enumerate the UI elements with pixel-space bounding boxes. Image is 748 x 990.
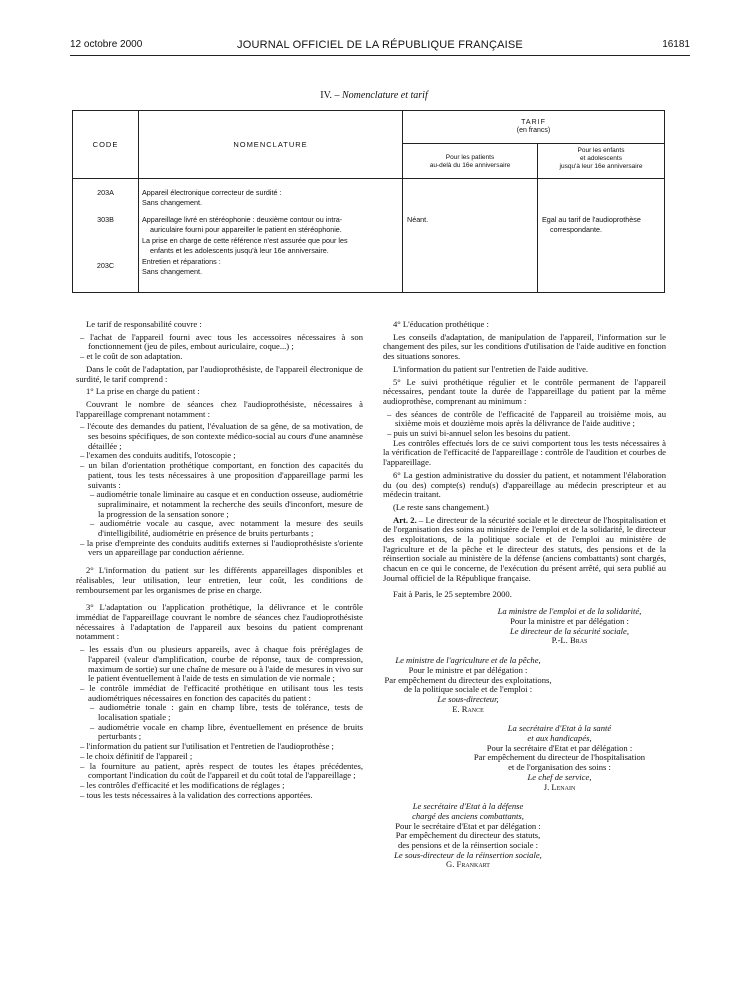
paragraph: 6° La gestion administrative du dossier du patient, et notamment l'élaboration du (ou des) compte(s) rendu(s) d'appareillage au médecin prescripteur et au médecin traitant. bbox=[383, 469, 666, 500]
article-2-label: Art. 2. bbox=[393, 514, 417, 525]
child-tarif-value bbox=[542, 215, 641, 234]
nom-block bbox=[142, 188, 399, 276]
tarif-unit: (en francs) bbox=[516, 127, 551, 134]
section-number: IV. – bbox=[320, 90, 340, 101]
sig-line: La secrétaire d'Etat à la santé bbox=[507, 723, 612, 734]
signatory-name: J. Lenain bbox=[543, 781, 576, 792]
sub-list-item: – audiométrie vocale au casque, avec notamment la mesure des seuils d'intelligibilité, audiométrie en présence de bruits perturbants ; bbox=[90, 518, 363, 539]
paragraph: 1° La prise en charge du patient : bbox=[86, 386, 200, 397]
adult-header-l1: Pour les patients bbox=[445, 154, 495, 161]
paragraph: Le tarif de responsabilité couvre : bbox=[86, 319, 202, 329]
sig-line: des pensions et de la réinsertion sociale : bbox=[397, 840, 539, 851]
list-item: – la fourniture au patient, après respect de toutes les étapes précédentes, comportant l'indication du coût de l'appareil et du coût total de l'appareillage ; bbox=[80, 760, 363, 781]
list-item: – les contrôles d'efficacité et les modifications de réglages ; bbox=[80, 779, 285, 790]
list-item: – un bilan d'orientation prothétique comportant, en fonction des capacités du patient, tous les tests nécessaires à une proposition d'appareillage parmi les suivants : bbox=[80, 460, 363, 490]
section-heading bbox=[0, 90, 748, 101]
sub-list-item: – audiométrie vocale en champ libre, éventuellement en présence de bruits perturbants ; bbox=[90, 721, 363, 742]
list-item: – puis un suivi bi-annuel selon les besoins du patient. bbox=[387, 428, 571, 439]
sig-line: de la politique sociale et de l'emploi : bbox=[403, 684, 533, 695]
sig-line: Le sous-directeur de la réinsertion sociale, bbox=[394, 849, 542, 860]
paragraph: 3° L'adaptation ou l'application prothétique, la délivrance et le contrôle immédiat de l'appareillage couvrant le nombre de séances chez l'audioprothésiste nécessaires à l'adaptation de l'appareil aux besoins du patient comprenant notamment : bbox=[76, 602, 363, 642]
code-header: CODE bbox=[73, 111, 139, 179]
signature-block-emploi bbox=[383, 607, 666, 646]
child-header-l3: jusqu'à leur 16e anniversaire bbox=[559, 163, 643, 170]
list-item: – les essais d'un ou plusieurs appareils, avec à chaque fois préréglages de l'appareil (valeur d'amplification, courbe de réponse, taux de compression, maximum de sortie) sur une chaîne de mesure ou à l'aide de mesures in vivo sur le patient éventuellement à l'aide de tests en simulation de vie normale ; bbox=[80, 644, 363, 684]
list-item: – l'examen des conduits auditifs, l'otoscopie ; bbox=[80, 450, 236, 461]
list-item: – et le coût de son adaptation. bbox=[80, 351, 183, 362]
sig-line: Le secrétaire d'Etat à la défense bbox=[412, 801, 524, 812]
list-item: – tous les tests nécessaires à la validation des corrections apportées. bbox=[80, 789, 313, 800]
paragraph: 4° L'éducation prothétique : bbox=[393, 319, 489, 329]
tariff-table bbox=[72, 110, 665, 293]
sig-line: Par empêchement du directeur des exploitations, bbox=[384, 674, 552, 685]
signatory-name: P.-L. Bras bbox=[551, 635, 588, 646]
sig-line: Le ministre de l'agriculture et de la pêche, bbox=[395, 655, 541, 666]
paragraph: 2° L'information du patient sur les différents appareillages disponibles et réalisables, leur utilisation, leur entretien, leur coût, les conditions de remboursement par les organismes de prise en charge. bbox=[76, 565, 363, 595]
paragraph: Les conseils d'adaptation, de manipulation de l'appareil, l'information sur le changement des piles, sur les conditions d'utilisation de l'aide auditive en fonction des situations sonores. bbox=[383, 331, 666, 362]
paragraph: Couvrant le nombre de séances chez l'audioprothésiste, nécessaires à l'appareillage comprenant notamment : bbox=[76, 398, 363, 419]
signature-block-sante bbox=[383, 724, 666, 792]
sig-line: Le directeur de la sécurité sociale, bbox=[509, 625, 629, 636]
nomenclature-header: NOMENCLATURE bbox=[139, 111, 403, 179]
nom-line: Sans changement. bbox=[142, 266, 202, 276]
adult-tarif-cell bbox=[403, 179, 538, 293]
page-header bbox=[70, 39, 690, 53]
code-203a: 203A bbox=[97, 188, 114, 197]
paragraph: (Le reste sans changement.) bbox=[393, 501, 489, 512]
sig-line: Par empêchement du directeur des statuts, bbox=[395, 830, 541, 841]
nom-line: Appareillage livré en stéréophonie : deuxième contour ou intra- bbox=[142, 215, 343, 224]
nom-line: enfants et les adolescents jusqu'à leur 16e anniversaire. bbox=[150, 245, 329, 255]
page-number: 16181 bbox=[662, 39, 690, 50]
list-item: – l'écoute des demandes du patient, l'évaluation de sa gêne, de sa motivation, de ses besoins spécifiques, de son contexte médico-social au cours d'une anamnèse détaillée ; bbox=[80, 421, 363, 451]
tarif-label: TARIF bbox=[521, 119, 546, 126]
code-203c: 203C bbox=[96, 261, 115, 270]
signature-block-defense bbox=[353, 802, 583, 870]
paragraph: L'information du patient sur l'entretien de l'aide auditive. bbox=[393, 363, 589, 374]
nom-line: Appareil électronique correcteur de surdité : bbox=[142, 188, 282, 197]
nomenclature-cell bbox=[139, 179, 403, 293]
paragraph: Dans le coût de l'adaptation, par l'audioprothésiste, de l'appareil électronique de surdité, le tarif comprend : bbox=[76, 363, 363, 384]
signature-date: Fait à Paris, le 25 septembre 2000. bbox=[393, 588, 512, 599]
adult-tarif-value: Néant. bbox=[407, 215, 429, 224]
journal-title: JOURNAL OFFICIEL DE LA RÉPUBLIQUE FRANÇAISE bbox=[237, 39, 523, 51]
tarif-header bbox=[403, 111, 665, 144]
article-2-text: – Le directeur de la sécurité sociale et le directeur de l'hospitalisation et de l'organisation des soins au ministère de l'emploi et de la solidarité, le directeur des exploitations, de la politique sociale et de l'emploi au ministère de l'agriculture et de la pêche et le directeur des statuts, des pensions et de la réinsertion sociale au ministère de la défense (anciens combattants) sont chargés, chacun en ce qui le concerne, de l'exécution du présent arrêté, qui sera publié au Journal officiel de la République française. bbox=[383, 514, 667, 583]
list-item: – l'achat de l'appareil fourni avec tous les accessoires nécessaires à son fonctionnement (jeu de piles, embout auriculaire, coque...) ; bbox=[80, 331, 363, 352]
signature-block-agriculture bbox=[353, 656, 583, 714]
child-header-l2: et adolescents bbox=[580, 155, 622, 162]
sig-line: chargé des anciens combattants, bbox=[412, 810, 524, 821]
sig-line: Le sous-directeur, bbox=[437, 693, 499, 704]
sub-list-item: – audiométrie tonale : gain en champ libre, tests de tolérance, tests de localisation spatiale ; bbox=[90, 702, 363, 723]
adult-header-l2: au-delà du 16e anniversaire bbox=[429, 162, 511, 169]
nom-line: La prise en charge de cette référence n'est assurée que pour les bbox=[142, 236, 348, 245]
sig-line: Pour le ministre et par délégation : bbox=[408, 664, 528, 675]
list-item: – l'information du patient sur l'utilisation et l'entretien de l'audioprothèse ; bbox=[80, 741, 334, 752]
code-cell bbox=[73, 179, 139, 293]
sig-line: La ministre de l'emploi et de la solidarité, bbox=[497, 606, 642, 617]
section-title: Nomenclature et tarif bbox=[342, 90, 428, 101]
child-tarif-l1: Egal au tarif de l'audioprothèse bbox=[542, 215, 641, 224]
article-2 bbox=[383, 516, 666, 584]
code-303b: 303B bbox=[97, 215, 114, 224]
signatory-name: G. Frankart bbox=[446, 859, 490, 870]
signatory-name: E. Rance bbox=[452, 703, 484, 714]
sig-line: et aux handicapés, bbox=[527, 733, 592, 744]
list-item: – des séances de contrôle de l'efficacité de l'appareil au troisième mois, au sixième mois et douzième mois après la délivrance de l'aide auditive ; bbox=[387, 408, 666, 429]
sig-line: Pour la secrétaire d'Etat et par délégation : bbox=[486, 742, 633, 753]
nom-line: auriculaire fourni pour appareiller le patient en stéréophonie. bbox=[150, 224, 342, 234]
sig-line: Le chef de service, bbox=[527, 771, 592, 782]
left-column bbox=[76, 320, 363, 800]
adult-tarif-header bbox=[403, 144, 538, 179]
paragraph: 5° Le suivi prothétique régulier et le contrôle permanent de l'appareil nécessaires, pendant toute la durée de l'appareillage du patient par la même audioprothèse, comprenant au minimum : bbox=[383, 376, 666, 406]
header-rule bbox=[70, 55, 690, 56]
sig-line: Pour la ministre et par délégation : bbox=[510, 615, 629, 626]
child-tarif-l2: correspondante. bbox=[550, 224, 602, 234]
child-tarif-cell bbox=[538, 179, 665, 293]
list-item: – le contrôle immédiat de l'efficacité prothétique en utilisant tous les tests audiométriques nécessaires en fonction des capacités du patient : bbox=[80, 682, 363, 703]
child-header-l1: Pour les enfants bbox=[577, 147, 625, 154]
list-item: – la prise d'empreinte des conduits auditifs externes si l'audioprothésiste s'oriente vers un appareillage par conduction aérienne. bbox=[80, 537, 363, 558]
sig-line: Pour le secrétaire d'Etat et par délégation : bbox=[395, 820, 541, 831]
sig-line: Par empêchement du directeur de l'hospitalisation bbox=[473, 752, 646, 763]
header-date: 12 octobre 2000 bbox=[70, 39, 143, 50]
paragraph: Les contrôles effectués lors de ce suivi comportent tous les tests nécessaires à la vérification de l'efficacité de l'appareillage : contrôle de l'audition et courbes de l'appareillage. bbox=[383, 437, 666, 468]
list-item: – le choix définitif de l'appareil ; bbox=[80, 750, 193, 761]
nom-line: Entretien et réparations : bbox=[142, 257, 221, 266]
sub-list-item: – audiométrie tonale liminaire au casque et en conduction osseuse, audiométrie supraliminaire, et notamment la recherche des seuils d'inconfort, mesure de la progression de la sensation sonore ; bbox=[90, 489, 363, 519]
child-tarif-header bbox=[538, 144, 665, 179]
nom-line: Sans changement. bbox=[142, 197, 202, 207]
sig-line: et de l'organisation des soins : bbox=[508, 762, 611, 773]
right-column bbox=[383, 320, 666, 870]
